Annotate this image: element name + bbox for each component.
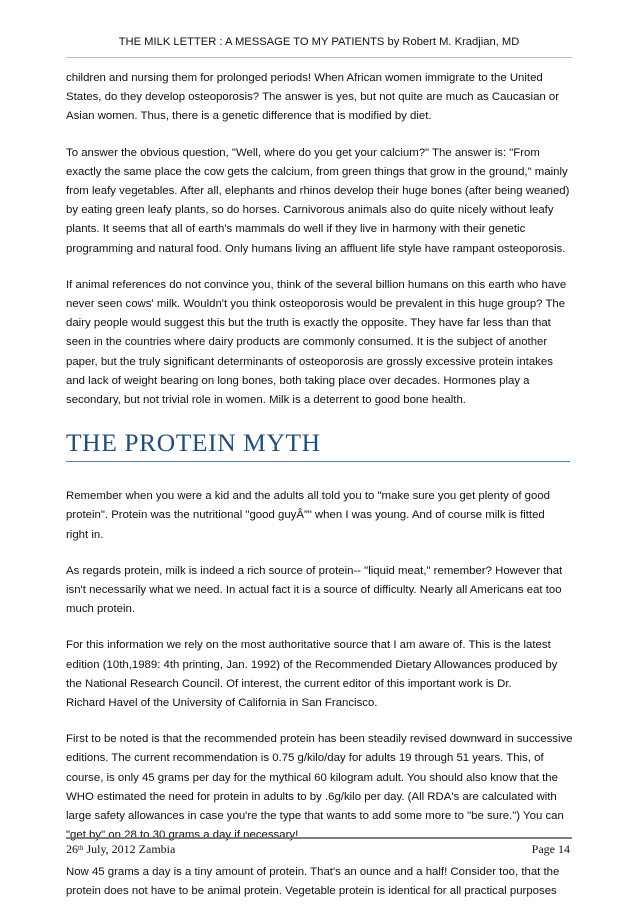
text-line: WHO estimated the need for protein in adults to by .6g/kilo per day. (All RDA's are calculated with [66, 790, 557, 803]
running-header: THE MILK LETTER : A MESSAGE TO MY PATIENTS by Robert M. Kradjian, MD [118, 36, 520, 48]
text-line: States, do they develop osteoporosis? The answer is yes, but not quite are much as Caucasian or [66, 91, 560, 104]
text-line: seen in the countries where dairy products are commonly consumed. It is the subject of another [66, 336, 548, 349]
text-line: Richard Havel of the University of California in San Francisco. [66, 697, 378, 710]
text-line: right in. [66, 528, 104, 541]
text-line: isn't necessarily what we need. In actual fact it is a source of difficulty. Nearly all Americans eat too [66, 584, 562, 597]
text-line: secondary, but not trivial role in women. Milk is a deterrent to good bone health. [66, 394, 466, 407]
text-line: edition (10th,1989: 4th printing, Jan. 1992) of the Recommended Dietary Allowances produced by [66, 658, 558, 671]
text-line: course, is only 45 grams per day for the mythical 60 kilogram adult. You should also know that the [66, 771, 558, 784]
text-line: First to be noted is that the recommended protein has been steadily revised downward in successive [66, 733, 573, 746]
text-line: the National Research Council. Of interest, the current editor of this important work is Dr. [66, 677, 512, 690]
footer-date [66, 842, 175, 857]
text-line: protein". Protein was the nutritional "good guyÂ”" when I was young. And of course milk is fitted [66, 509, 545, 522]
text-line: "get by" on 28 to 30 grams a day if necessary! [66, 829, 299, 842]
text-line: exactly the same place the cow gets the calcium, from green things that grow in the ground," mainly [66, 165, 568, 178]
text-line: As regards protein, milk is indeed a rich source of protein-- "liquid meat," remember? However that [66, 564, 563, 577]
paragraph [66, 276, 570, 410]
text-line: and lack of weight bearing on long bones, both taking place over decades. Hormones play a [66, 374, 530, 387]
text-line: To answer the obvious question, "Well, where do you get your calcium?" The answer is: "From [66, 146, 540, 159]
text-line: programming and natural food. Only humans living an affluent life style have rampant osteoporosis. [66, 242, 566, 255]
paragraph [66, 562, 570, 620]
text-line: large safety allowances in case you're the type that wants to add some more to "be sure.") You can [66, 810, 564, 823]
text-line: If animal references do not convince you, think of the several billion humans on this earth who have [66, 278, 567, 291]
paragraph [66, 863, 570, 901]
footer-divider [66, 837, 572, 839]
paragraph [66, 487, 570, 545]
text-line: Now 45 grams a day is a tiny amount of protein. That's an ounce and a half! Consider too, that the [66, 865, 560, 878]
text-line: plants. It seems that all of earth's mammals do well if they live in harmony with their genetic [66, 223, 526, 236]
footer-date-day: 26 [66, 842, 78, 856]
text-line: never seen cows' milk. Wouldn't you think osteoporosis would be prevalent in this huge group? The [66, 298, 566, 311]
page-content [66, 69, 573, 918]
page-number: Page 14 [531, 842, 570, 856]
footer-date-suffix: th [78, 844, 84, 852]
text-line: Remember when you were a kid and the adults all told you to "make sure you get plenty of good [66, 490, 550, 503]
paragraph [66, 636, 570, 713]
text-line: much protein. [66, 603, 136, 616]
text-line: protein does not have to be animal protein. Vegetable protein is identical for all practical purposes [66, 884, 557, 897]
text-line: dairy people would suggest this but the truth is exactly the opposite. They have far less than that [66, 317, 551, 330]
section-title-divider [66, 461, 570, 462]
header-divider [66, 57, 572, 58]
text-line: children and nursing them for prolonged periods! When African women immigrate to the United [66, 72, 543, 84]
text-line: For this information we rely on the most authoritative source that I am aware of. This is the latest [66, 639, 551, 652]
text-line: by eating green leafy plants, so do horses. Carnivorous animals also do quite nicely without leafy [66, 204, 554, 217]
text-line: from leafy vegetables. After all, elephants and rhinos develop their huge bones (after being weaned) [66, 185, 570, 198]
text-line: editions. The current recommendation is 0.75 g/kilo/day for adults 19 through 51 years. This, of [66, 752, 544, 765]
body-text-before-section [66, 69, 570, 410]
footer-date-rest: July, 2012 Zambia [83, 842, 176, 856]
paragraph [66, 730, 573, 845]
text-line: Asian women. Thus, there is a genetic difference that is modified by diet. [66, 110, 432, 123]
paragraph [66, 69, 570, 127]
paragraph [66, 144, 570, 259]
section-title: THE PROTEIN MYTH [66, 428, 321, 458]
text-line: paper, but the truly significant determinants of osteoporosis are grossly excessive protein intakes [66, 355, 553, 368]
